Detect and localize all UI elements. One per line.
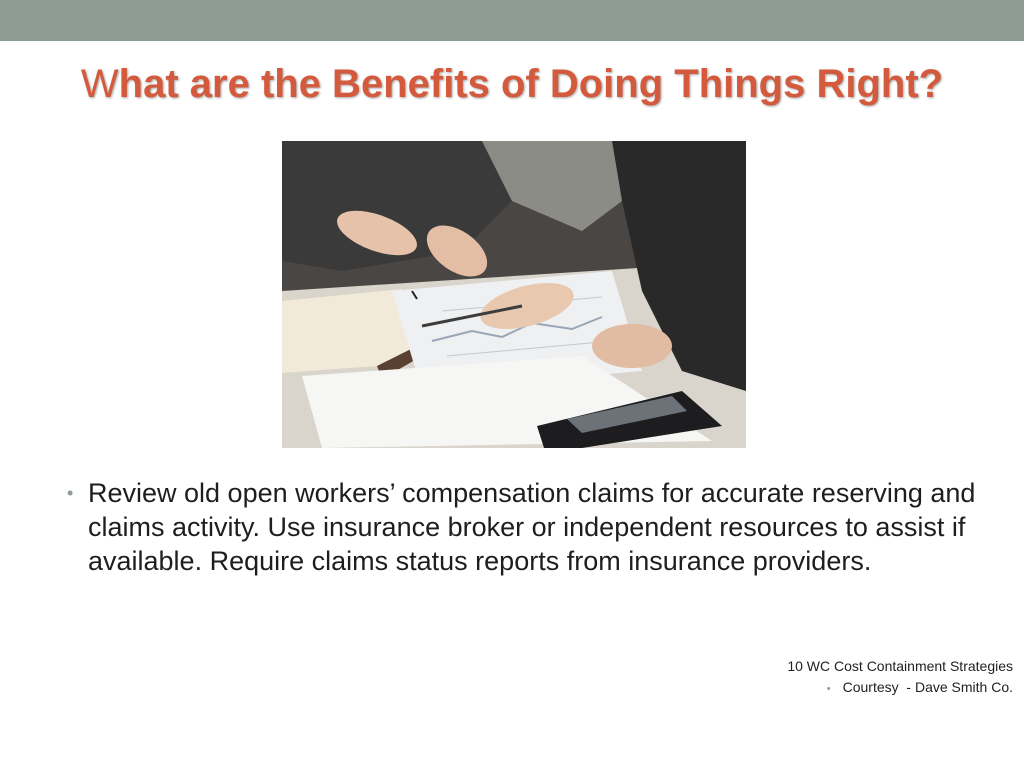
bullet-list	[64, 476, 1014, 578]
slide-title	[0, 56, 1024, 112]
credit-courtesy-row	[787, 677, 1013, 700]
credit-source: 10 WC Cost Containment Strategies	[787, 658, 1013, 674]
top-accent-bar	[0, 0, 1024, 41]
list-item	[64, 476, 1014, 578]
business-documents-photo	[282, 141, 746, 448]
credits	[787, 656, 1013, 700]
bullet-icon: •	[67, 483, 74, 503]
slide-title-first-letter: W	[80, 62, 119, 106]
credit-courtesy: Courtesy - Dave Smith Co.	[842, 679, 1013, 695]
slide-title-rest: hat are the Benefits of Doing Things Right?	[118, 62, 944, 106]
photo-illustration	[282, 141, 746, 448]
bullet-icon: •	[826, 683, 831, 695]
bullet-text: Review old open workers’ compensation claims for accurate reserving and claims activity. Use insurance broker or independent resources to assist if available. Require claims status reports from insurance providers.	[88, 478, 976, 576]
